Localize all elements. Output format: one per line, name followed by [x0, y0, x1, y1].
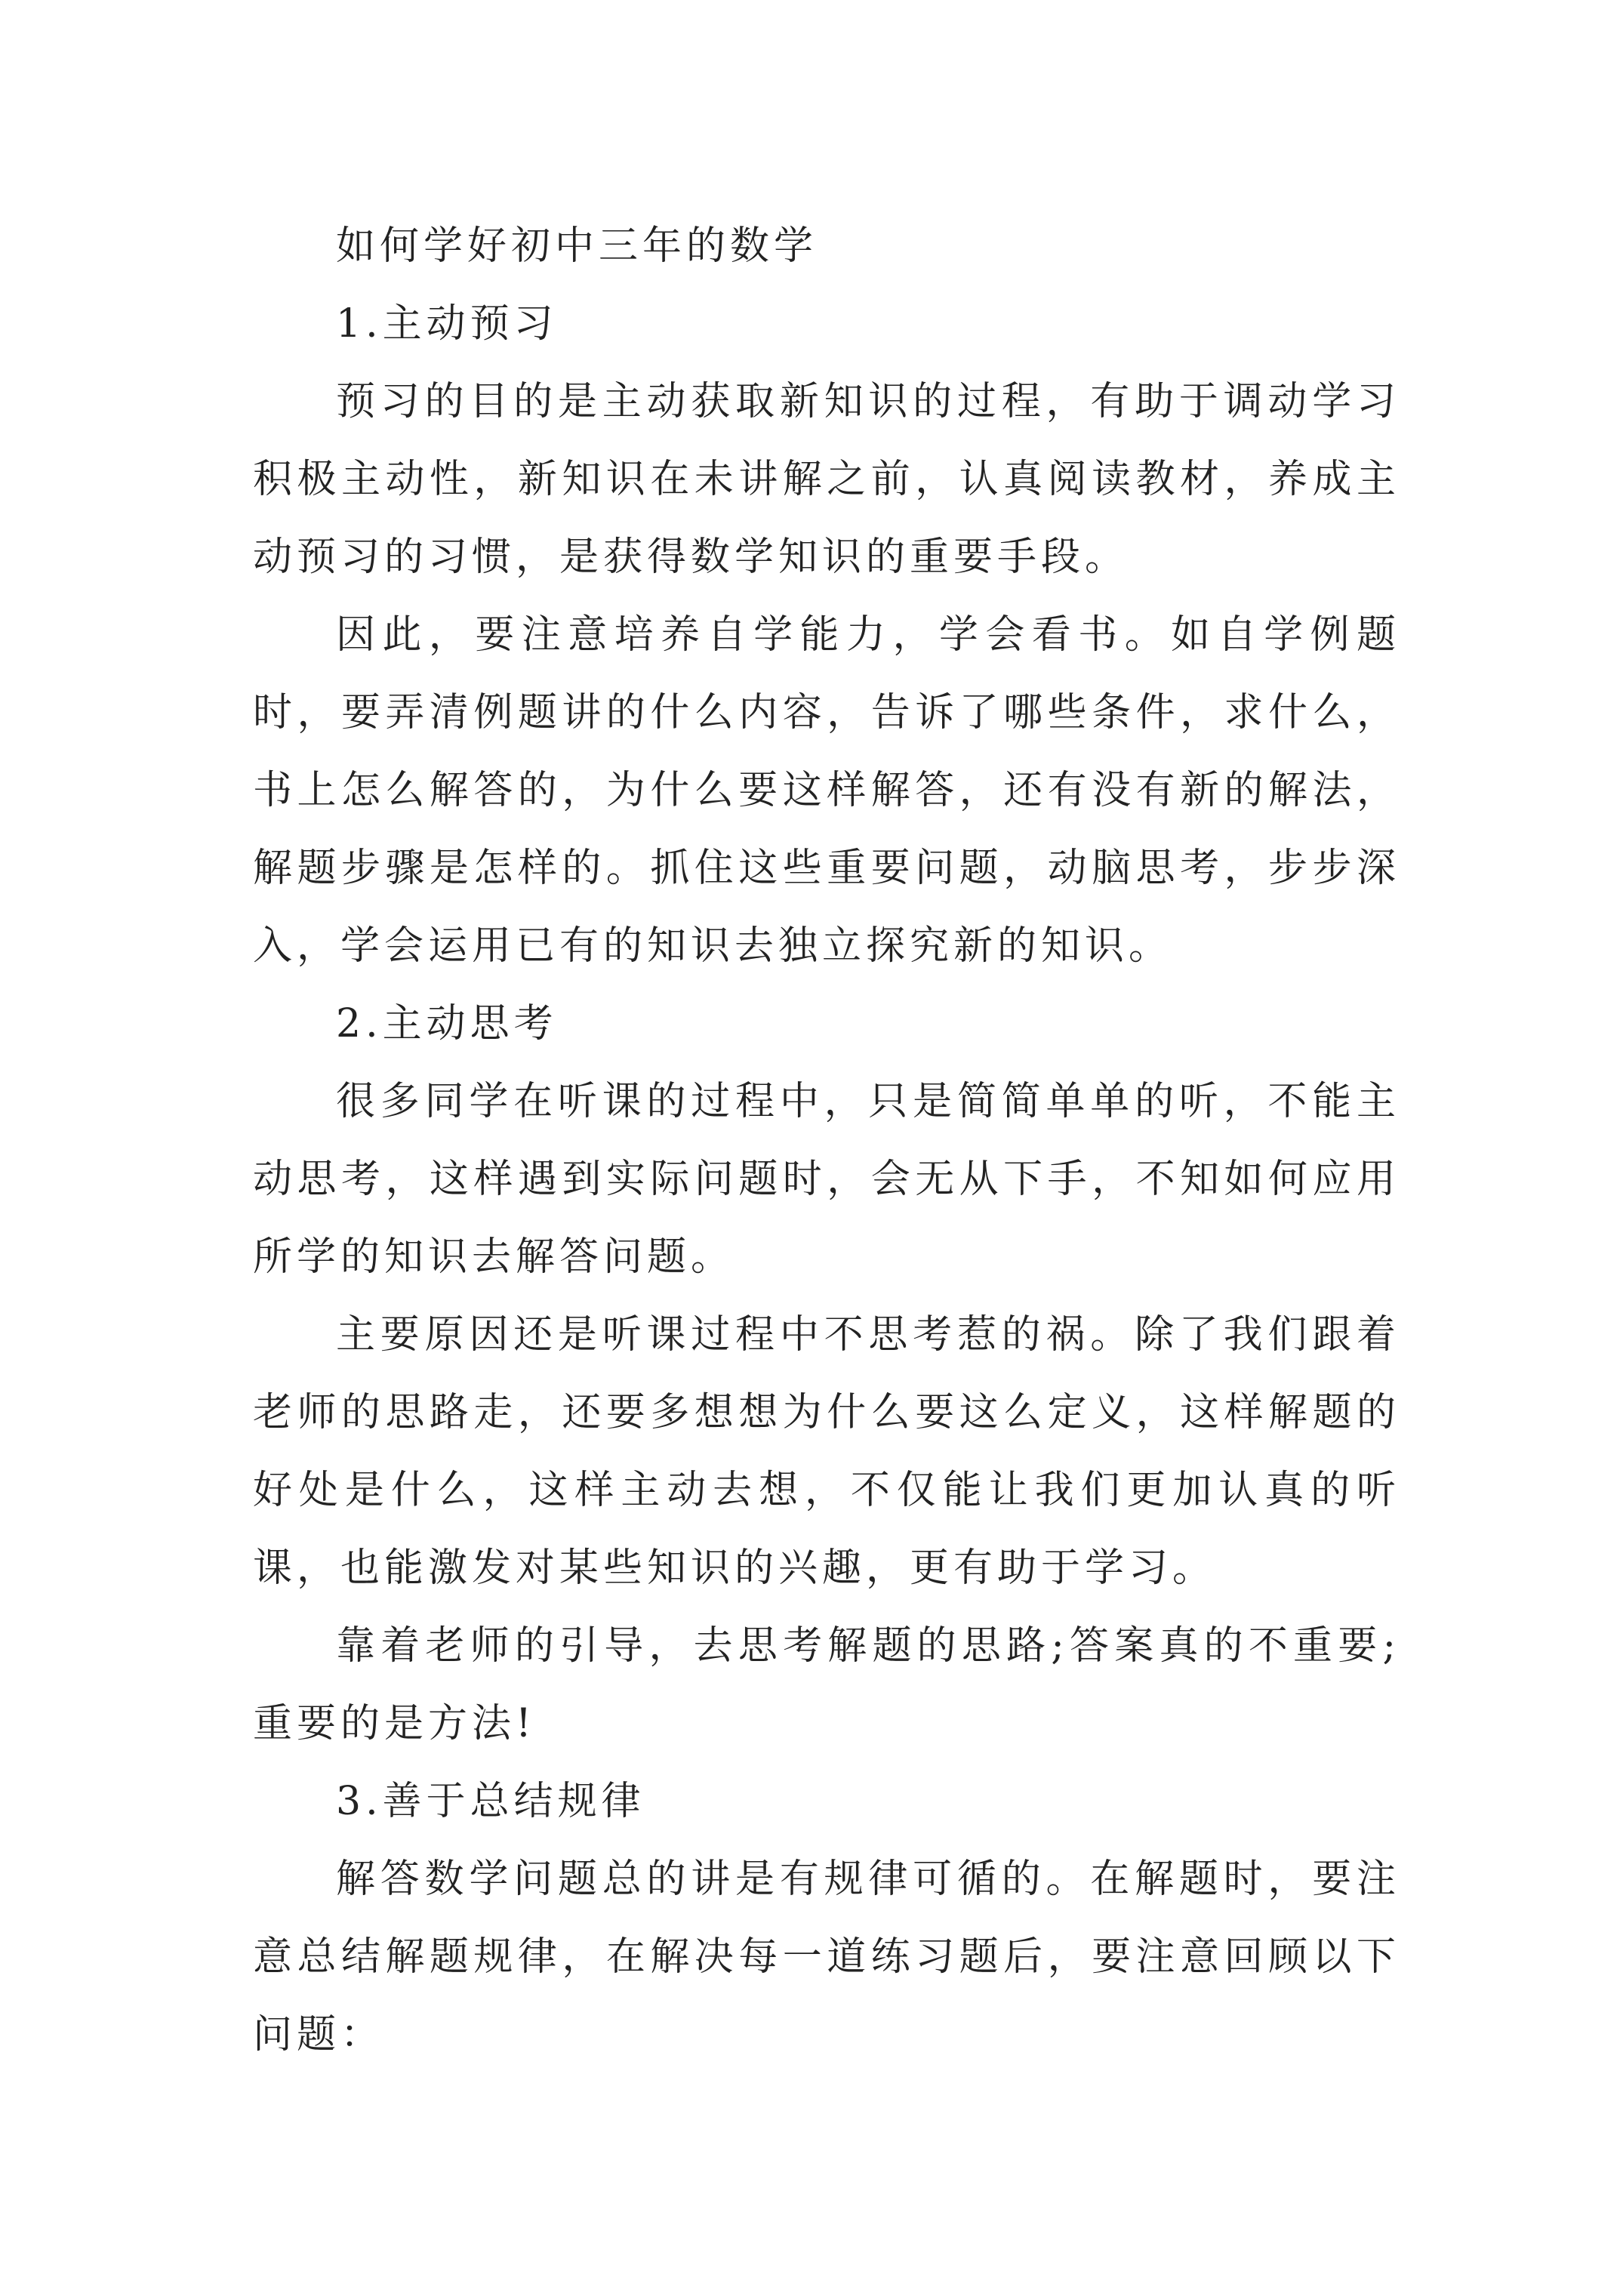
section-heading-3: 3.善于总结规律 [336, 1779, 645, 1824]
paragraph: 很多同学在听课的过程中，只是简简单单的听，不能主动思考，这样遇到实际问题时，会无从下手，不知如何应用所学的知识去解答问题。 [253, 1079, 1400, 1280]
paragraph: 预习的目的是主动获取新知识的过程，有助于调动学习积极主动性，新知识在未讲解之前，认真阅读教材，养成主动预习的习惯，是获得数学知识的重要手段。 [253, 379, 1400, 580]
section-heading-1: 1.主动预习 [336, 301, 558, 347]
document-body [253, 208, 1400, 2074]
paragraph: 主要原因还是听课过程中不思考惹的祸。除了我们跟着老师的思路走，还要多想想为什么要这么定义，这样解题的好处是什么，这样主动去想，不仅能让我们更加认真的听课，也能激发对某些知识的兴趣，更有助于学习。 [253, 1312, 1400, 1591]
section-heading-2: 2.主动思考 [336, 1001, 558, 1046]
paragraph: 因此，要注意培养自学能力，学会看书。如自学例题时，要弄清例题讲的什么内容，告诉了哪些条件，求什么，书上怎么解答的，为什么要这样解答，还有没有新的解法，解题步骤是怎样的。抓住这些重要问题，动脑思考，步步深入，学会运用已有的知识去独立探究新的知识。 [253, 612, 1400, 969]
document-title: 如何学好初中三年的数学 [336, 223, 818, 269]
paragraph: 靠着老师的引导，去思考解题的思路;答案真的不重要;重要的是方法! [253, 1623, 1400, 1746]
paragraph: 解答数学问题总的讲是有规律可循的。在解题时，要注意总结解题规律，在解决每一道练习题后，要注意回顾以下问题： [253, 1857, 1400, 2057]
